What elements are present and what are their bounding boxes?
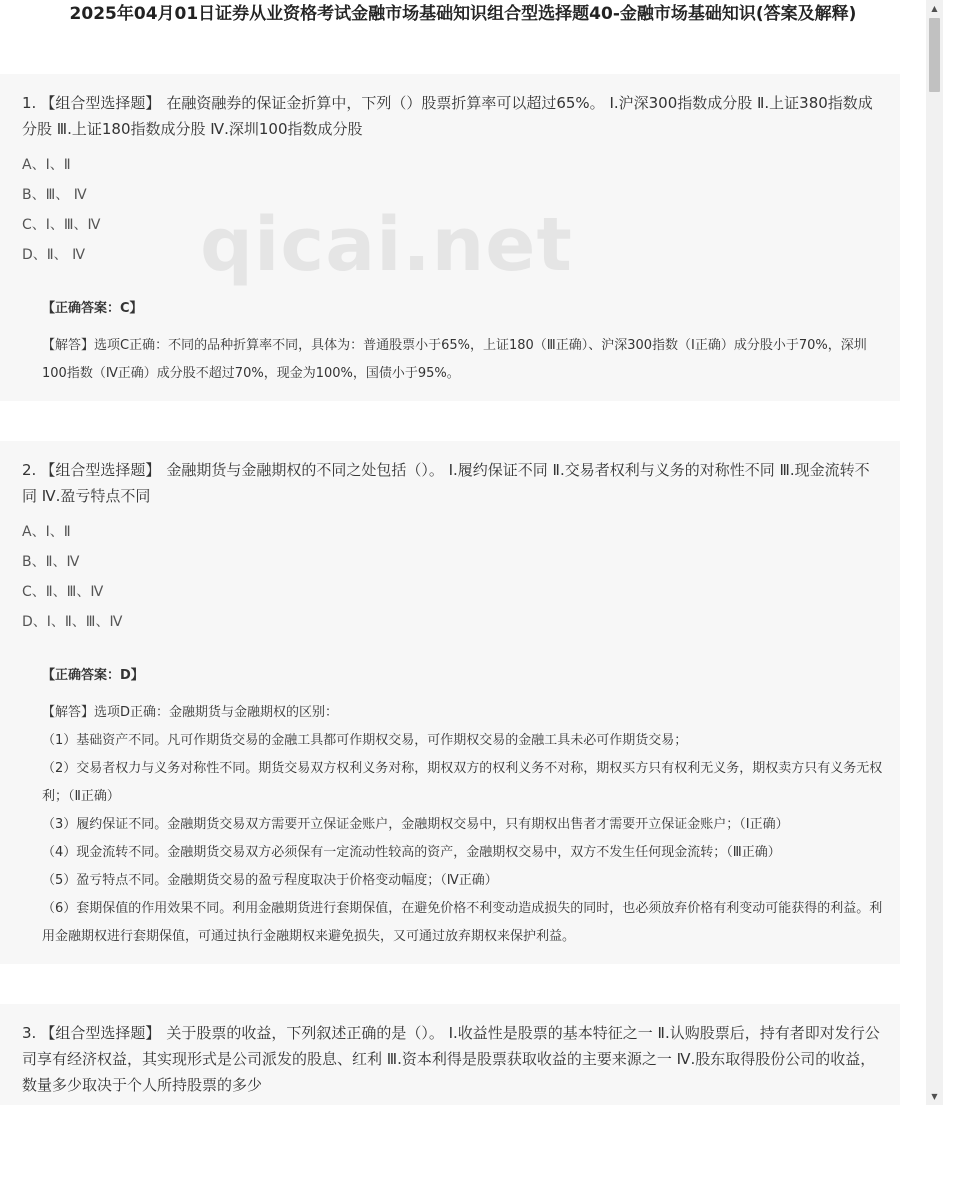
explanation-line: （3）履约保证不同。金融期货交易双方需要开立保证金账户，金融期权交易中，只有期权出售者才需要开立保证金账户；（Ⅰ正确） [42,817,789,832]
answer-block [22,665,884,951]
option-b[interactable]: B、Ⅲ、 Ⅳ [22,187,87,203]
question-number: 3. [22,1024,37,1042]
option-c[interactable]: C、Ⅰ、Ⅲ、Ⅳ [22,217,101,233]
option-c[interactable]: C、Ⅱ、Ⅲ、Ⅳ [22,584,104,600]
question-text: 关于股票的收益，下列叙述正确的是（）。 Ⅰ.收益性是股票的基本特征之一 Ⅱ.认购股票后，持有者即对发行公司享有经济权益，其实现形式是公司派发的股息、红利 Ⅲ.资本利得是股票获取收益的主要来源之一 Ⅳ.股东取得股份公司的收益，数量多少取决于个人所持股票的多少 [22,1024,880,1094]
explanation-line: （2）交易者权力与义务对称性不同。期货交易双方权利义务对称，期权双方的权利义务不对称，期权买方只有权利无义务，期权卖方只有义务无权利；（Ⅱ正确） [42,761,883,804]
scroll-down-arrow-icon[interactable]: ▼ [931,1092,938,1101]
page-title: 2025年04月01日证券从业资格考试金融市场基础知识组合型选择题40-金融市场基础知识(答案及解释) [69,4,857,24]
question-text: 金融期货与金融期权的不同之处包括（）。 Ⅰ.履约保证不同 Ⅱ.交易者权利与义务的对称性不同 Ⅲ.现金流转不同 Ⅳ.盈亏特点不同 [22,461,870,505]
correct-answer: 【正确答案：C】 [42,301,143,316]
explanation-line: （1）基础资产不同。凡可作期货交易的金融工具都可作期权交易，可作期权交易的金融工具未必可作期货交易； [42,733,688,748]
option-b[interactable]: B、Ⅱ、Ⅳ [22,554,80,570]
question-type: 【组合型选择题】 [40,461,161,479]
explanation-line: 【解答】选项D正确：金融期货与金融期权的区别： [42,705,339,720]
explanation-line: （4）现金流转不同。金融期货交易双方必须保有一定流动性较高的资产，金融期权交易中，双方不发生任何现金流转；（Ⅲ正确） [42,845,781,860]
question-type: 【组合型选择题】 [40,1024,161,1042]
question-number: 1. [22,94,37,112]
scrollbar-thumb[interactable] [929,18,940,92]
watermark-logo: qicai.net [200,202,573,288]
question-card-3 [0,1004,900,1105]
answer-block [22,298,884,388]
option-a[interactable]: A、Ⅰ、Ⅱ [22,524,71,540]
explanation-line: （5）盈亏特点不同。金融期货交易的盈亏程度取决于价格变动幅度；（Ⅳ正确） [42,873,498,888]
question-stem [22,1020,884,1098]
question-card-2 [0,441,900,964]
explanation [42,332,884,388]
explanation [42,699,884,951]
question-stem [22,457,884,509]
vertical-scrollbar[interactable] [926,0,943,1105]
option-a[interactable]: A、Ⅰ、Ⅱ [22,157,71,173]
question-stem [22,90,884,142]
question-number: 2. [22,461,37,479]
correct-answer: 【正确答案：D】 [42,668,144,683]
question-text: 在融资融券的保证金折算中，下列（）股票折算率可以超过65%。 Ⅰ.沪深300指数成分股 Ⅱ.上证380指数成分股 Ⅲ.上证180指数成分股 Ⅳ.深圳100指数成分股 [22,94,873,138]
scroll-up-arrow-icon[interactable]: ▲ [931,4,938,13]
explanation-line: （6）套期保值的作用效果不同。利用金融期货进行套期保值，在避免价格不利变动造成损失的同时，也必须放弃价格有利变动可能获得的利益。利用金融期权进行套期保值，可通过执行金融期权来避免损失，又可通过放弃期权来保护利益。 [42,901,883,944]
question-type: 【组合型选择题】 [40,94,161,112]
question-card-1 [0,74,900,401]
explanation-line: 【解答】选项C正确：不同的品种折算率不同，具体为：普通股票小于65%，上证180（Ⅲ正确）、沪深300指数（Ⅰ正确）成分股小于70%，深圳100指数（Ⅳ正确）成分股不超过70%，现金为100%，国债小于95%。 [42,338,867,381]
option-d[interactable]: D、Ⅱ、 Ⅳ [22,247,86,263]
option-d[interactable]: D、Ⅰ、Ⅱ、Ⅲ、Ⅳ [22,614,123,630]
